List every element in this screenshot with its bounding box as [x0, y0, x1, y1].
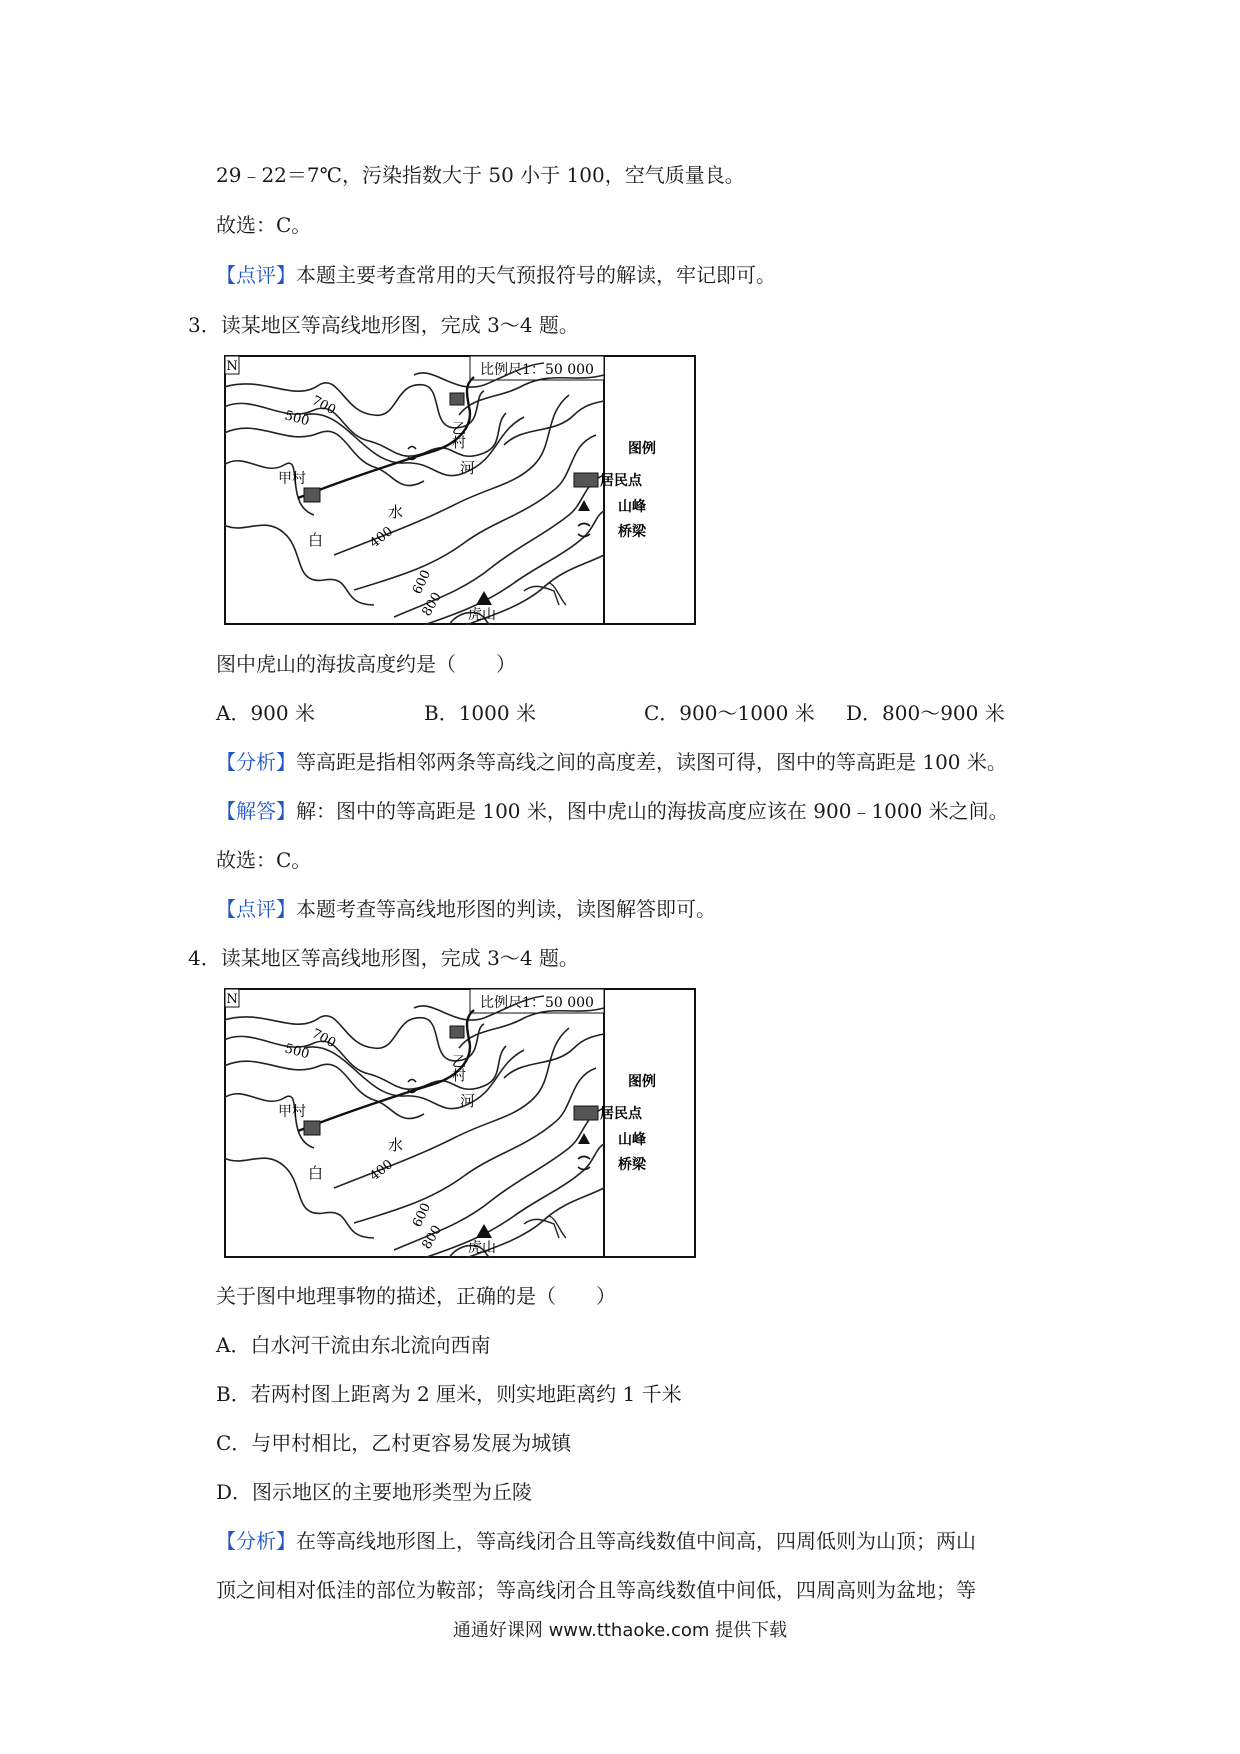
q3-number: 3． — [188, 313, 221, 337]
q3-stem-text: 读某地区等高线地形图，完成 3～4 题。 — [220, 313, 579, 337]
q3-option-d: D．800～900 米 — [846, 701, 1005, 725]
q3-analysis — [216, 748, 1007, 776]
contour-600: 600 — [410, 567, 435, 597]
contour-400: 400 — [367, 1157, 397, 1185]
q3-answer — [216, 797, 1009, 825]
q3-option-a: A．900 米 — [216, 701, 315, 725]
yicun-label: 乙村 — [450, 1054, 466, 1082]
north-label: N — [226, 992, 238, 1007]
answer-tag: 【解答】 — [216, 799, 296, 823]
q4-stem — [188, 944, 579, 972]
q2-conclusion: 29﹣22＝7℃，污染指数大于 50 小于 100，空气质量良。 — [216, 163, 745, 187]
comment-text: 本题主要考查常用的天气预报符号的解读，牢记即可。 — [296, 263, 776, 287]
river-char-shui: 水 — [388, 503, 404, 521]
q4-contour-map — [224, 988, 696, 1258]
analysis-tag: 【分析】 — [216, 750, 296, 774]
q3-option-c: C．900～1000 米 — [644, 701, 815, 725]
comment-tag: 【点评】 — [216, 263, 296, 287]
legend-settlement: 居民点 — [600, 1106, 642, 1122]
comment-text: 本题考查等高线地形图的判读，读图解答即可。 — [296, 897, 716, 921]
analysis-text: 等高距是指相邻两条等高线之间的高度差，读图可得，图中的等高距是 100 米。 — [296, 750, 1007, 774]
page-footer: 通通好课网 www.tthaoke.com 提供下载 — [452, 1620, 788, 1641]
q4-analysis-line1 — [216, 1527, 976, 1555]
contour-800: 800 — [419, 1222, 445, 1252]
contour-600: 600 — [410, 1200, 435, 1230]
river-char-he: 河 — [460, 1092, 476, 1110]
q4-option-b: B．若两村图上距离为 2 厘米，则实地距离约 1 千米 — [216, 1382, 682, 1406]
q3-option-b: B．1000 米 — [424, 701, 536, 725]
q3-stem — [188, 311, 579, 339]
comment-tag: 【点评】 — [216, 897, 296, 921]
analysis-text: 在等高线地形图上，等高线闭合且等高线数值中间高，四周低则为山顶；两山 — [296, 1529, 976, 1553]
scale-label: 比例尺1：50 000 — [480, 995, 594, 1011]
legend-bridge: 桥梁 — [618, 1157, 646, 1173]
q3-choose: 故选：C。 — [216, 848, 312, 872]
river-char-he: 河 — [460, 459, 476, 477]
river-char-shui: 水 — [388, 1136, 404, 1154]
jiacun-label: 甲村 — [278, 471, 306, 487]
q4-option-a: A．白水河干流由东北流向西南 — [216, 1333, 491, 1357]
river-char-bai: 白 — [308, 531, 324, 549]
q2-comment — [216, 261, 776, 289]
q4-question: 关于图中地理事物的描述，正确的是（ ） — [216, 1284, 616, 1308]
q4-option-d: D．图示地区的主要地形类型为丘陵 — [216, 1480, 533, 1504]
legend-title: 图例 — [628, 1074, 656, 1090]
q4-stem-text: 读某地区等高线地形图，完成 3～4 题。 — [220, 946, 579, 970]
legend-peak: 山峰 — [618, 1132, 646, 1148]
yicun-label: 乙村 — [450, 421, 466, 449]
q4-analysis-line2: 顶之间相对低洼的部位为鞍部；等高线闭合且等高线数值中间低，四周高则为盆地；等 — [216, 1578, 976, 1602]
q4-option-c: C．与甲村相比，乙村更容易发展为城镇 — [216, 1431, 572, 1455]
answer-text: 解：图中的等高距是 100 米，图中虎山的海拔高度应该在 900﹣1000 米之间。 — [296, 799, 1009, 823]
q2-choose: 故选：C。 — [216, 213, 312, 237]
legend-peak: 山峰 — [618, 499, 646, 515]
q3-question: 图中虎山的海拔高度约是（ ） — [216, 652, 516, 676]
q3-comment — [216, 895, 716, 923]
north-label: N — [226, 359, 238, 374]
q4-number: 4． — [188, 946, 221, 970]
contour-400: 400 — [367, 524, 397, 552]
jiacun-label: 甲村 — [278, 1104, 306, 1120]
river-char-bai: 白 — [308, 1164, 324, 1182]
hushan-label: 虎山 — [468, 607, 496, 623]
hushan-label: 虎山 — [468, 1240, 496, 1256]
legend-settlement: 居民点 — [600, 473, 642, 489]
scale-label: 比例尺1：50 000 — [480, 362, 594, 378]
q3-contour-map — [224, 355, 696, 625]
contour-500: 500 — [282, 408, 311, 430]
contour-700: 700 — [309, 393, 339, 419]
analysis-tag: 【分析】 — [216, 1529, 296, 1553]
contour-700: 700 — [309, 1026, 339, 1052]
contour-500: 500 — [282, 1041, 311, 1063]
legend-bridge: 桥梁 — [618, 524, 646, 540]
contour-800: 800 — [419, 589, 445, 619]
legend-title: 图例 — [628, 441, 656, 457]
